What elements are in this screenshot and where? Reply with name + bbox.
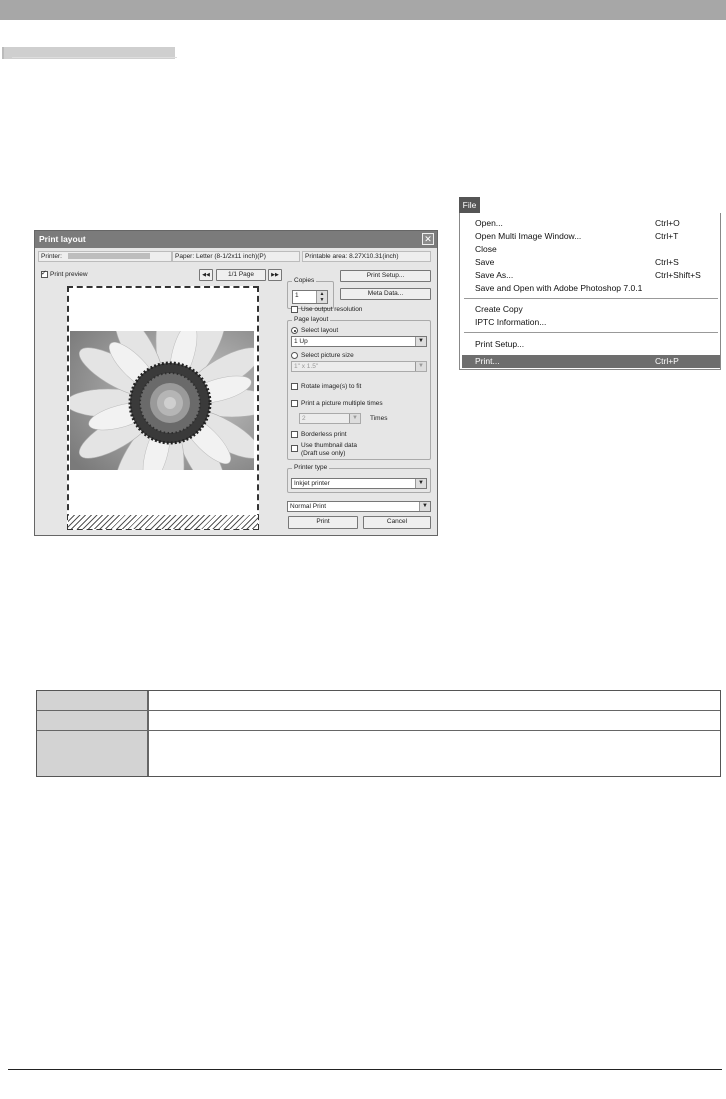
chevron-down-icon[interactable]: ▼ — [415, 337, 426, 346]
print-mode-value: Normal Print — [290, 503, 327, 510]
copies-value: 1 — [295, 292, 299, 299]
menu-item-create-copy[interactable]: Create Copy — [475, 304, 523, 314]
printer-name-redacted — [68, 253, 150, 259]
copies-label: Copies — [294, 277, 315, 284]
times-select[interactable] — [299, 413, 361, 424]
meta-data-button[interactable]: Meta Data... — [340, 288, 431, 300]
menu-item-open[interactable]: Open... — [475, 218, 503, 228]
menu-item-close[interactable]: Close — [475, 244, 497, 254]
table-row — [37, 731, 720, 776]
next-page-button[interactable]: ▶▶ — [268, 269, 282, 281]
table-label-cell — [37, 731, 149, 776]
menu-item-save-as[interactable]: Save As... — [475, 270, 514, 280]
menu-separator — [464, 332, 718, 333]
file-menu-header[interactable]: File — [459, 197, 480, 213]
use-output-resolution-label: Use output resolution — [301, 306, 363, 313]
chevron-down-icon[interactable]: ▼ — [419, 502, 430, 511]
section-heading-bar — [2, 47, 175, 59]
non-printable-area — [68, 515, 258, 529]
menu-shortcut-open-multi-image: Ctrl+T — [655, 231, 679, 241]
copies-stepper[interactable] — [292, 290, 328, 304]
menu-shortcut-save-as: Ctrl+Shift+S — [655, 270, 701, 280]
menu-item-save[interactable]: Save — [475, 257, 495, 267]
thumbnail-sublabel: (Draft use only) — [301, 450, 346, 457]
picture-size-select[interactable] — [291, 361, 427, 372]
print-layout-dialog — [34, 230, 438, 536]
times-label: Times — [370, 415, 388, 422]
options-table — [36, 690, 721, 777]
select-layout-label: Select layout — [301, 327, 339, 334]
table-row — [37, 711, 720, 731]
print-mode-select[interactable] — [287, 501, 431, 512]
select-picture-size-radio[interactable] — [291, 352, 298, 359]
file-menu-dropdown — [459, 213, 721, 370]
use-output-resolution-checkbox[interactable] — [291, 306, 298, 313]
table-label-cell — [37, 691, 149, 710]
paper-info: Paper: Letter (8-1/2x11 inch)(P) — [172, 251, 300, 262]
rotate-label: Rotate image(s) to fit — [301, 383, 362, 390]
print-button[interactable]: Print — [288, 516, 358, 529]
printer-type-select[interactable] — [291, 478, 427, 489]
table-label-cell — [37, 711, 149, 730]
print-setup-button[interactable]: Print Setup... — [340, 270, 431, 282]
table-row — [37, 691, 720, 711]
file-menu — [459, 197, 721, 370]
menu-item-iptc-information[interactable]: IPTC Information... — [475, 317, 547, 327]
printer-type-group — [287, 464, 431, 493]
thumbnail-checkbox[interactable] — [291, 445, 298, 452]
printable-area-info: Printable area: 8.27X10.31(inch) — [302, 251, 431, 262]
print-preview-label: Print preview — [50, 271, 88, 278]
layout-value: 1 Up — [294, 338, 308, 345]
rotate-checkbox[interactable] — [291, 383, 298, 390]
prev-page-button[interactable]: ◀◀ — [199, 269, 213, 281]
page-layout-group — [287, 316, 431, 460]
layout-select[interactable] — [291, 336, 427, 347]
multiple-times-checkbox[interactable] — [291, 400, 298, 407]
printer-info — [38, 251, 172, 262]
sunflower-image — [70, 331, 254, 470]
menu-shortcut-open: Ctrl+O — [655, 218, 680, 228]
printer-type-label: Printer type — [294, 464, 328, 471]
printer-type-value: Inkjet printer — [294, 480, 330, 487]
multiple-times-label: Print a picture multiple times — [301, 400, 383, 407]
copies-group — [287, 277, 334, 309]
picture-size-value: 1" x 1.5" — [294, 363, 319, 370]
page-layout-label: Page layout — [294, 316, 329, 323]
chevron-down-icon[interactable]: ▼ — [415, 479, 426, 488]
print-preview-checkbox[interactable] — [41, 271, 48, 278]
select-layout-radio[interactable] — [291, 327, 298, 334]
chevron-down-icon[interactable]: ▼ — [349, 414, 360, 423]
menu-item-open-multi-image[interactable]: Open Multi Image Window... — [475, 231, 582, 241]
borderless-checkbox[interactable] — [291, 431, 298, 438]
menu-shortcut-save: Ctrl+S — [655, 257, 679, 267]
page-header-bar — [0, 0, 726, 20]
times-value: 2 — [302, 415, 306, 422]
page-counter: 1/1 Page — [216, 269, 266, 281]
menu-highlight — [462, 355, 720, 368]
dialog-title-bar — [35, 231, 437, 248]
menu-separator — [464, 298, 718, 299]
select-picture-size-label: Select picture size — [301, 352, 354, 359]
thumbnail-label: Use thumbnail data — [301, 442, 358, 449]
sunflower-photo — [70, 331, 254, 470]
menu-shortcut-print: Ctrl+P — [655, 356, 679, 366]
menu-item-save-open-photoshop[interactable]: Save and Open with Adobe Photoshop 7.0.1 — [475, 283, 643, 293]
menu-item-print[interactable]: Print... — [475, 356, 500, 366]
borderless-label: Borderless print — [301, 431, 347, 438]
close-icon[interactable]: ✕ — [422, 233, 434, 245]
menu-item-print-setup[interactable]: Print Setup... — [475, 339, 525, 349]
chevron-down-icon[interactable]: ▼ — [415, 362, 426, 371]
printer-label: Printer: — [41, 253, 62, 260]
stepper-arrows-icon[interactable]: ▲ ▼ — [316, 291, 327, 303]
footer-rule — [8, 1069, 722, 1070]
dialog-title: Print layout — [39, 234, 86, 244]
print-preview-pane — [67, 286, 259, 530]
cancel-button[interactable]: Cancel — [363, 516, 431, 529]
